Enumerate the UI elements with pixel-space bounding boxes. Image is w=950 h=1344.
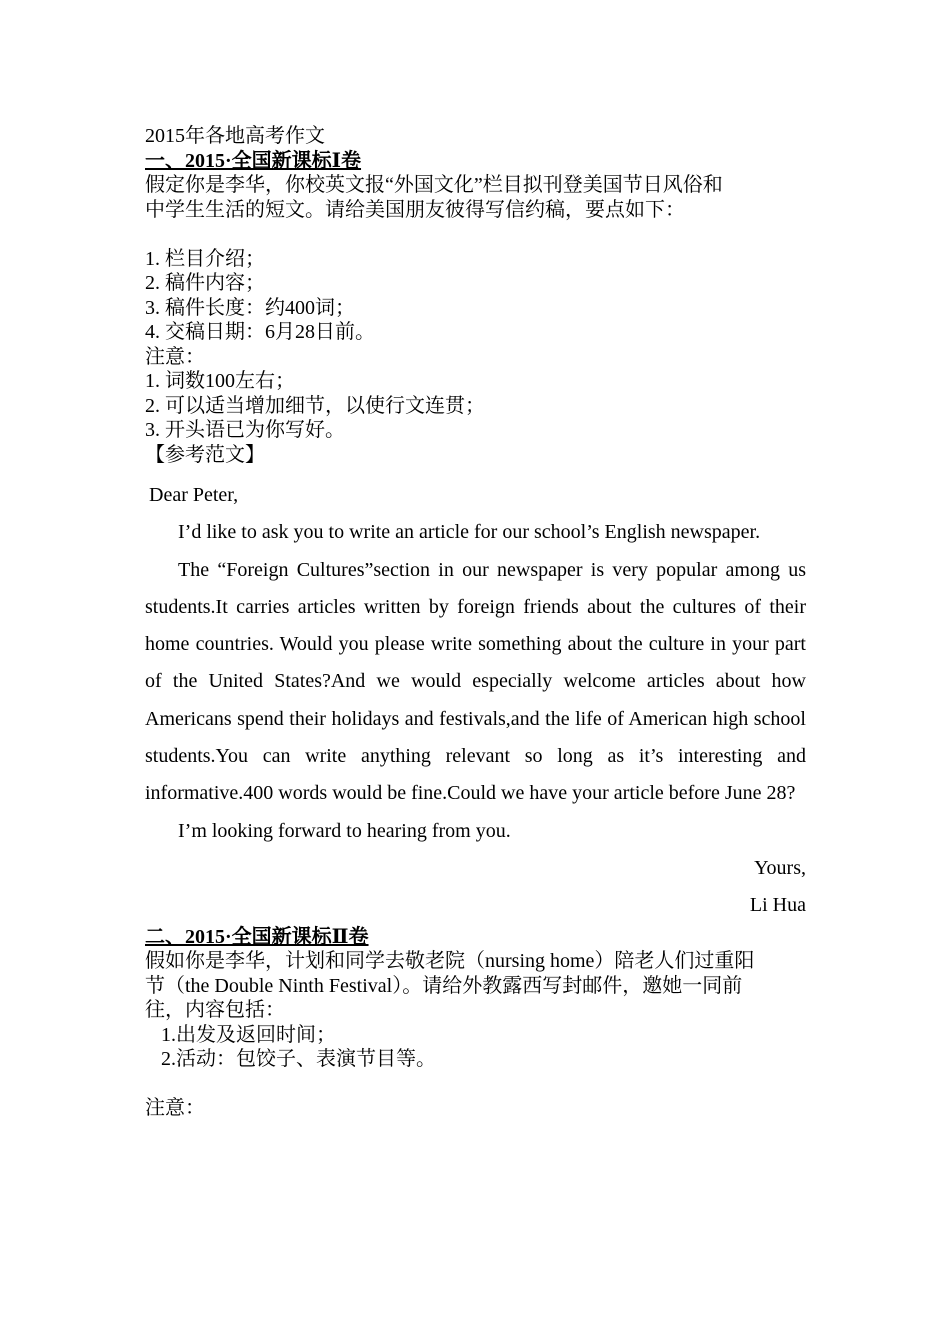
section2-point: 1.出发及返回时间； bbox=[161, 1023, 336, 1046]
sample-essay-label: 【参考范文】 bbox=[145, 443, 265, 466]
section1-point: 1. 栏目介绍； bbox=[145, 247, 265, 270]
document-title: 2015年各地高考作文 bbox=[145, 125, 325, 147]
letter-signature: Li Hua bbox=[749, 894, 806, 917]
letter-paragraph: I’d like to ask you to write an article for our school’s English newspaper. bbox=[178, 521, 761, 544]
section1-note: 3. 开头语已为你写好。 bbox=[145, 419, 345, 441]
section1-point: 3. 稿件长度：约400词； bbox=[145, 296, 355, 319]
blank-line bbox=[145, 1072, 806, 1097]
section1-point: 4. 交稿日期：6月28日前。 bbox=[145, 321, 375, 343]
section1-prompt-line: 中学生生活的短文。请给美国朋友彼得写信约稿，要点如下： bbox=[145, 198, 685, 221]
section1-point: 2. 稿件内容； bbox=[145, 272, 265, 294]
section2-prompt-line: 节（the Double Ninth Festival）。请给外教露西写封邮件，邀她一同前 bbox=[145, 974, 743, 997]
section2-prompt-line: 往，内容包括： bbox=[145, 999, 285, 1022]
section2-heading: 二、2015·全国新课标Ⅱ卷 bbox=[145, 925, 369, 948]
section1-note: 2. 可以适当增加细节，以使行文连贯； bbox=[145, 394, 485, 417]
section1-heading: 一、2015·全国新课标Ⅰ卷 bbox=[145, 149, 362, 172]
section1-note: 1. 词数100左右； bbox=[145, 370, 295, 392]
section2-prompt-line: 假如你是李华，计划和同学去敬老院（nursing home）陪老人们过重阳 bbox=[145, 950, 755, 973]
section2-point: 2.活动：包饺子、表演节目等。 bbox=[161, 1048, 436, 1071]
letter-paragraph: I’m looking forward to hearing from you. bbox=[178, 819, 511, 842]
section1-notes-label: 注意： bbox=[145, 345, 205, 368]
blank-line bbox=[145, 222, 806, 247]
letter-closing: Yours, bbox=[754, 856, 806, 879]
document-content bbox=[145, 124, 806, 1121]
letter-paragraph: The “Foreign Cultures”section in our newspaper is very popular among us students.It carries articles written by foreign friends about the cultures of their home countries. Would you please write something about the culture in your part of the United States?And we would especially welcome articles about how Americans spend their holidays and festivals,and the life of American high school students.You can write anything relevant so long as it’s interesting and informative.400 words would be fine.Could we have your article before June 28? bbox=[145, 558, 806, 805]
section2-notes-label: 注意： bbox=[145, 1097, 205, 1120]
letter-salutation: Dear Peter, bbox=[149, 484, 239, 506]
section1-prompt-line: 假定你是李华，你校英文报“外国文化”栏目拟刊登美国节日风俗和 bbox=[145, 174, 723, 196]
